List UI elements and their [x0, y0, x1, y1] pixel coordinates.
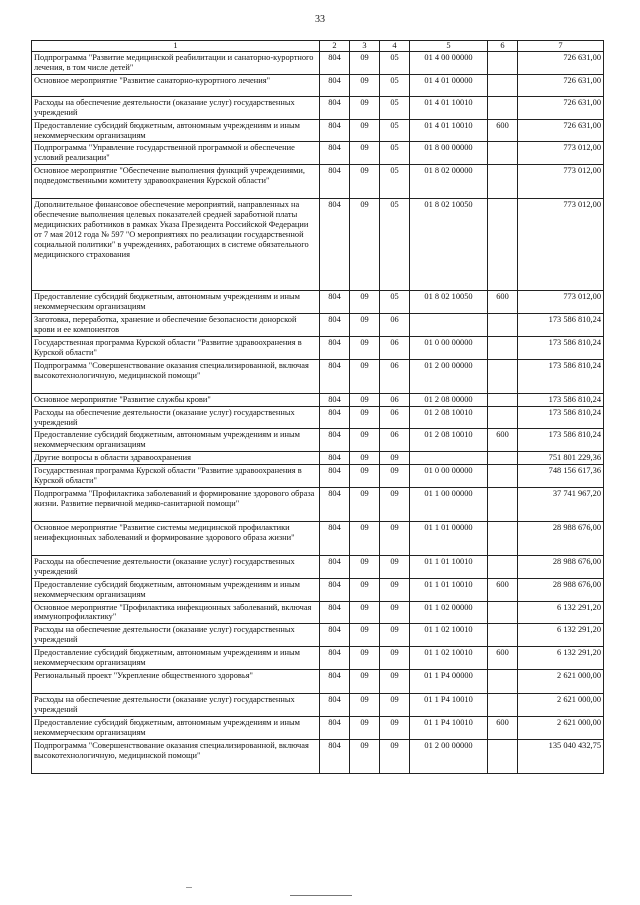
row-gr-cell: 804: [320, 739, 350, 773]
row-rz-cell: 09: [350, 142, 380, 165]
row-rz-cell: 09: [350, 465, 380, 488]
table-row: [32, 555, 604, 578]
row-rz-cell: 09: [350, 578, 380, 601]
table-row: [32, 165, 604, 199]
row-name-cell: Основное мероприятие "Развитие системы медицинской профилактики неинфекционных заболеваний и формирование здорового образа жизни": [32, 521, 320, 555]
row-rz-cell: 09: [350, 429, 380, 452]
row-pr-cell: 09: [380, 739, 410, 773]
row-csr-cell: 01 2 00 00000: [410, 359, 488, 393]
row-gr-cell: 804: [320, 601, 350, 624]
row-gr-cell: 804: [320, 96, 350, 119]
row-rz-cell: 09: [350, 52, 380, 75]
row-gr-cell: 804: [320, 74, 350, 96]
row-vr-cell: [488, 487, 518, 521]
row-gr-cell: 804: [320, 624, 350, 647]
row-gr-cell: 804: [320, 199, 350, 291]
table-row: [32, 74, 604, 96]
row-name-cell: Региональный проект "Укрепление общественного здоровья": [32, 670, 320, 694]
row-pr-cell: 09: [380, 521, 410, 555]
row-csr-cell: 01 1 01 10010: [410, 555, 488, 578]
row-vr-cell: [488, 199, 518, 291]
row-rz-cell: 09: [350, 199, 380, 291]
row-gr-cell: 804: [320, 359, 350, 393]
row-csr-cell: 01 8 02 10050: [410, 199, 488, 291]
row-sum-cell: 773 012,00: [518, 291, 604, 314]
row-sum-cell: 6 132 291,20: [518, 601, 604, 624]
row-pr-cell: 06: [380, 359, 410, 393]
row-gr-cell: 804: [320, 670, 350, 694]
row-gr-cell: 804: [320, 452, 350, 465]
row-sum-cell: 773 012,00: [518, 142, 604, 165]
row-pr-cell: 09: [380, 555, 410, 578]
bottom-dash: [186, 887, 192, 888]
row-rz-cell: 09: [350, 694, 380, 717]
row-vr-cell: [488, 521, 518, 555]
row-vr-cell: [488, 52, 518, 75]
row-name-cell: Подпрограмма "Совершенствование оказания специализированной, включая высокотехнологичную, медицинской помощи": [32, 739, 320, 773]
row-gr-cell: 804: [320, 716, 350, 739]
table-row: [32, 119, 604, 142]
row-csr-cell: 01 4 00 00000: [410, 52, 488, 75]
row-vr-cell: [488, 452, 518, 465]
table-row: [32, 199, 604, 291]
row-csr-cell: 01 4 01 10010: [410, 96, 488, 119]
bottom-rule: [290, 895, 352, 896]
row-vr-cell: [488, 739, 518, 773]
row-name-cell: Расходы на обеспечение деятельности (оказание услуг) государственных учреждений: [32, 624, 320, 647]
row-vr-cell: [488, 601, 518, 624]
row-pr-cell: 05: [380, 291, 410, 314]
row-name-cell: Основное мероприятие "Обеспечение выполнения функций учреждениями, подведомственными комитету здравоохранения Курской области": [32, 165, 320, 199]
row-sum-cell: 173 586 810,24: [518, 314, 604, 337]
row-vr-cell: [488, 142, 518, 165]
table-row: [32, 578, 604, 601]
row-rz-cell: 09: [350, 96, 380, 119]
row-pr-cell: 09: [380, 624, 410, 647]
row-csr-cell: 01 1 00 00000: [410, 487, 488, 521]
header-col-vr: 6: [488, 41, 518, 52]
row-sum-cell: 28 988 676,00: [518, 555, 604, 578]
row-name-cell: Дополнительное финансовое обеспечение мероприятий, направленных на обеспечение выполнения целевых показателей средней заработной платы медицинских работников в рамках Указа Президента Российской Федерации от 7 мая 2012 года № 597 "О мероприятиях по реализации государственной социальной политики" в учреждениях, работающих в системе обязательного медицинского страхования: [32, 199, 320, 291]
table-row: [32, 521, 604, 555]
row-rz-cell: 09: [350, 314, 380, 337]
row-gr-cell: 804: [320, 521, 350, 555]
row-name-cell: Расходы на обеспечение деятельности (оказание услуг) государственных учреждений: [32, 694, 320, 717]
row-vr-cell: [488, 74, 518, 96]
header-col-pr: 4: [380, 41, 410, 52]
row-gr-cell: 804: [320, 406, 350, 429]
row-sum-cell: 28 988 676,00: [518, 578, 604, 601]
row-name-cell: Государственная программа Курской области "Развитие здравоохранения в Курской области": [32, 336, 320, 359]
row-name-cell: Подпрограмма "Развитие медицинской реабилитации и санаторно-курортного лечения, в том числе детей": [32, 52, 320, 75]
row-gr-cell: 804: [320, 578, 350, 601]
row-pr-cell: 09: [380, 716, 410, 739]
row-pr-cell: 09: [380, 647, 410, 670]
row-pr-cell: 05: [380, 199, 410, 291]
row-rz-cell: 09: [350, 452, 380, 465]
budget-table: [31, 40, 604, 774]
table-row: [32, 359, 604, 393]
row-gr-cell: 804: [320, 465, 350, 488]
row-gr-cell: 804: [320, 487, 350, 521]
row-pr-cell: 06: [380, 336, 410, 359]
row-name-cell: Подпрограмма "Профилактика заболеваний и формирование здорового образа жизни. Развитие первичной медико-санитарной помощи": [32, 487, 320, 521]
row-vr-cell: 600: [488, 647, 518, 670]
table-row: [32, 601, 604, 624]
row-pr-cell: 05: [380, 96, 410, 119]
row-vr-cell: [488, 96, 518, 119]
row-sum-cell: 37 741 967,20: [518, 487, 604, 521]
row-csr-cell: 01 8 02 10050: [410, 291, 488, 314]
table-row: [32, 670, 604, 694]
row-sum-cell: 726 631,00: [518, 119, 604, 142]
row-sum-cell: 773 012,00: [518, 199, 604, 291]
row-pr-cell: 06: [380, 314, 410, 337]
header-col-sum: 7: [518, 41, 604, 52]
row-rz-cell: 09: [350, 601, 380, 624]
row-rz-cell: 09: [350, 393, 380, 406]
row-sum-cell: 751 801 229,36: [518, 452, 604, 465]
row-sum-cell: 773 012,00: [518, 165, 604, 199]
row-vr-cell: [488, 694, 518, 717]
row-csr-cell: 01 2 08 00000: [410, 393, 488, 406]
table-row: [32, 624, 604, 647]
table-row: [32, 452, 604, 465]
row-csr-cell: 01 2 08 10010: [410, 429, 488, 452]
row-gr-cell: 804: [320, 52, 350, 75]
row-pr-cell: 06: [380, 393, 410, 406]
row-pr-cell: 09: [380, 487, 410, 521]
row-csr-cell: 01 1 02 00000: [410, 601, 488, 624]
row-csr-cell: 01 1 02 10010: [410, 624, 488, 647]
row-vr-cell: [488, 555, 518, 578]
row-gr-cell: 804: [320, 291, 350, 314]
row-name-cell: Подпрограмма "Управление государственной программой и обеспечение условий реализации": [32, 142, 320, 165]
row-pr-cell: 06: [380, 406, 410, 429]
table-row: [32, 465, 604, 488]
row-csr-cell: 01 1 P4 10010: [410, 716, 488, 739]
row-pr-cell: 05: [380, 52, 410, 75]
row-name-cell: Другие вопросы в области здравоохранения: [32, 452, 320, 465]
row-sum-cell: 173 586 810,24: [518, 359, 604, 393]
table-row: [32, 487, 604, 521]
row-name-cell: Государственная программа Курской области "Развитие здравоохранения в Курской области": [32, 465, 320, 488]
row-name-cell: Заготовка, переработка, хранение и обеспечение безопасности донорской крови и ее компонентов: [32, 314, 320, 337]
row-vr-cell: 600: [488, 429, 518, 452]
row-rz-cell: 09: [350, 716, 380, 739]
row-sum-cell: 2 621 000,00: [518, 694, 604, 717]
table-row: [32, 406, 604, 429]
row-csr-cell: 01 0 00 00000: [410, 336, 488, 359]
row-sum-cell: 173 586 810,24: [518, 336, 604, 359]
table-row: [32, 716, 604, 739]
table-row: [32, 393, 604, 406]
row-rz-cell: 09: [350, 119, 380, 142]
row-csr-cell: [410, 452, 488, 465]
row-name-cell: Предоставление субсидий бюджетным, автономным учреждениям и иным некоммерческим организациям: [32, 578, 320, 601]
row-rz-cell: 09: [350, 624, 380, 647]
row-name-cell: Предоставление субсидий бюджетным, автономным учреждениям и иным некоммерческим организациям: [32, 291, 320, 314]
row-name-cell: Предоставление субсидий бюджетным, автономным учреждениям и иным некоммерческим организациям: [32, 119, 320, 142]
row-sum-cell: 2 621 000,00: [518, 670, 604, 694]
row-name-cell: Основное мероприятие "Развитие санаторно-курортного лечения": [32, 74, 320, 96]
table-row: [32, 96, 604, 119]
table-row: [32, 694, 604, 717]
table-row: [32, 336, 604, 359]
row-rz-cell: 09: [350, 406, 380, 429]
row-pr-cell: 09: [380, 465, 410, 488]
row-rz-cell: 09: [350, 647, 380, 670]
table-row: [32, 739, 604, 773]
row-sum-cell: 173 586 810,24: [518, 429, 604, 452]
row-vr-cell: 600: [488, 119, 518, 142]
row-csr-cell: 01 1 P4 10010: [410, 694, 488, 717]
row-vr-cell: [488, 359, 518, 393]
row-pr-cell: 05: [380, 119, 410, 142]
row-rz-cell: 09: [350, 739, 380, 773]
row-pr-cell: 09: [380, 694, 410, 717]
row-csr-cell: 01 1 01 00000: [410, 521, 488, 555]
row-sum-cell: 28 988 676,00: [518, 521, 604, 555]
row-vr-cell: [488, 165, 518, 199]
row-pr-cell: 09: [380, 452, 410, 465]
row-rz-cell: 09: [350, 487, 380, 521]
row-gr-cell: 804: [320, 336, 350, 359]
row-csr-cell: [410, 314, 488, 337]
row-vr-cell: 600: [488, 291, 518, 314]
row-name-cell: Расходы на обеспечение деятельности (оказание услуг) государственных учреждений: [32, 406, 320, 429]
row-sum-cell: 748 156 617,36: [518, 465, 604, 488]
row-gr-cell: 804: [320, 429, 350, 452]
row-rz-cell: 09: [350, 521, 380, 555]
row-name-cell: Основное мероприятие "Профилактика инфекционных заболеваний, включая иммунопрофилактику": [32, 601, 320, 624]
row-csr-cell: 01 4 01 00000: [410, 74, 488, 96]
row-vr-cell: [488, 465, 518, 488]
row-csr-cell: 01 8 00 00000: [410, 142, 488, 165]
table-row: [32, 291, 604, 314]
row-sum-cell: 173 586 810,24: [518, 393, 604, 406]
row-name-cell: Основное мероприятие "Развитие службы крови": [32, 393, 320, 406]
row-gr-cell: 804: [320, 647, 350, 670]
row-rz-cell: 09: [350, 74, 380, 96]
table-row: [32, 142, 604, 165]
row-vr-cell: [488, 314, 518, 337]
row-csr-cell: 01 2 08 10010: [410, 406, 488, 429]
header-col-csr: 5: [410, 41, 488, 52]
row-pr-cell: 05: [380, 74, 410, 96]
row-csr-cell: 01 1 01 10010: [410, 578, 488, 601]
row-rz-cell: 09: [350, 336, 380, 359]
table-row: [32, 314, 604, 337]
row-csr-cell: 01 1 02 10010: [410, 647, 488, 670]
row-rz-cell: 09: [350, 291, 380, 314]
row-vr-cell: [488, 406, 518, 429]
row-sum-cell: 726 631,00: [518, 96, 604, 119]
row-vr-cell: [488, 393, 518, 406]
row-rz-cell: 09: [350, 670, 380, 694]
row-sum-cell: 135 040 432,75: [518, 739, 604, 773]
row-pr-cell: 05: [380, 165, 410, 199]
row-sum-cell: 6 132 291,20: [518, 647, 604, 670]
row-vr-cell: [488, 336, 518, 359]
row-pr-cell: 09: [380, 670, 410, 694]
row-vr-cell: [488, 624, 518, 647]
row-sum-cell: 726 631,00: [518, 74, 604, 96]
row-csr-cell: 01 2 00 00000: [410, 739, 488, 773]
header-col-name: 1: [32, 41, 320, 52]
row-rz-cell: 09: [350, 555, 380, 578]
row-gr-cell: 804: [320, 142, 350, 165]
row-vr-cell: 600: [488, 716, 518, 739]
row-pr-cell: 05: [380, 142, 410, 165]
row-gr-cell: 804: [320, 694, 350, 717]
row-gr-cell: 804: [320, 393, 350, 406]
row-pr-cell: 06: [380, 429, 410, 452]
row-pr-cell: 09: [380, 578, 410, 601]
row-gr-cell: 804: [320, 119, 350, 142]
row-rz-cell: 09: [350, 359, 380, 393]
table-row: [32, 52, 604, 75]
header-col-gr: 2: [320, 41, 350, 52]
row-name-cell: Расходы на обеспечение деятельности (оказание услуг) государственных учреждений: [32, 555, 320, 578]
row-vr-cell: [488, 670, 518, 694]
row-sum-cell: 173 586 810,24: [518, 406, 604, 429]
row-sum-cell: 726 631,00: [518, 52, 604, 75]
row-csr-cell: 01 8 02 00000: [410, 165, 488, 199]
row-name-cell: Предоставление субсидий бюджетным, автономным учреждениям и иным некоммерческим организациям: [32, 429, 320, 452]
page-number: 33: [315, 14, 325, 25]
header-row: [32, 41, 604, 52]
row-name-cell: Предоставление субсидий бюджетным, автономным учреждениям и иным некоммерческим организациям: [32, 716, 320, 739]
row-name-cell: Расходы на обеспечение деятельности (оказание услуг) государственных учреждений: [32, 96, 320, 119]
row-gr-cell: 804: [320, 555, 350, 578]
row-csr-cell: 01 4 01 10010: [410, 119, 488, 142]
table-row: [32, 647, 604, 670]
row-name-cell: Подпрограмма "Совершенствование оказания специализированной, включая высокотехнологичную, медицинской помощи": [32, 359, 320, 393]
header-col-rz: 3: [350, 41, 380, 52]
row-sum-cell: 2 621 000,00: [518, 716, 604, 739]
row-name-cell: Предоставление субсидий бюджетным, автономным учреждениям и иным некоммерческим организациям: [32, 647, 320, 670]
row-pr-cell: 09: [380, 601, 410, 624]
row-gr-cell: 804: [320, 314, 350, 337]
row-csr-cell: 01 1 P4 00000: [410, 670, 488, 694]
table-row: [32, 429, 604, 452]
row-csr-cell: 01 0 00 00000: [410, 465, 488, 488]
row-gr-cell: 804: [320, 165, 350, 199]
row-rz-cell: 09: [350, 165, 380, 199]
row-sum-cell: 6 132 291,20: [518, 624, 604, 647]
row-vr-cell: 600: [488, 578, 518, 601]
